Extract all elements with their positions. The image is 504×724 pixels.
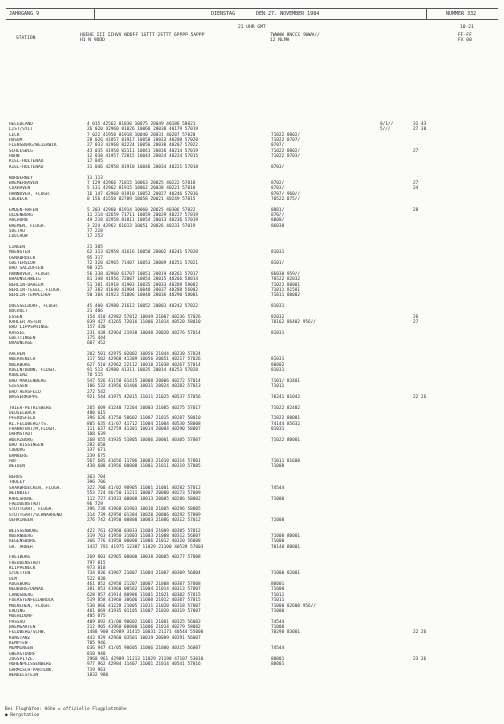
cloud-group: 71022 8802/ xyxy=(271,148,301,154)
station-name: DARMSTADT xyxy=(9,432,33,438)
station-name: BERLIN-TEGEL, FLUGH. xyxy=(9,287,62,293)
cloud-group: 7101/ 83401 xyxy=(271,378,301,384)
station-name: BREMEN, FLUGH. xyxy=(9,223,47,229)
station-name: HOHENPEISSENBERG xyxy=(9,662,52,668)
station-name: GUETERSLOH xyxy=(9,261,36,267)
observation-group: 112 727 41933 00000 10013 20005 40286 58002 xyxy=(87,496,201,502)
cloud-group: 71011 81501 xyxy=(271,287,301,293)
observation-group: 56 338 42960 61707 10051 20019 40261 57017 xyxy=(87,271,199,277)
observation-group: 111 637 42759 41301 10014 20004 40290 58007 xyxy=(87,426,201,432)
station-name: BERLIN-TEMPELHOF xyxy=(9,293,52,299)
observation-group: 70 515 xyxy=(87,373,103,379)
observation-group: 422 761 42960 03033 11004 21009 40305 57012 xyxy=(87,528,201,534)
cloud-group: 71022 8802/ xyxy=(271,132,301,138)
cloud-group: 71000 xyxy=(271,587,285,593)
observation-group: 405 875 xyxy=(87,614,106,620)
observation-group: 1488 908 42989 31415 10031 21171 40544 55000 xyxy=(87,630,204,636)
group2-column-subheader: 12 NLMH xyxy=(270,38,290,43)
cloud-group: 74544 xyxy=(271,646,285,652)
observation-group: 719 963 xyxy=(87,667,106,673)
observation-group: 51 381 41918 41903 10035 20033 40289 58002 xyxy=(87,282,199,288)
cloud-group: 71000 xyxy=(271,624,285,630)
station-name: OLDENBURG xyxy=(9,212,33,218)
observation-group: 553 724 46/50 11211 10007 20000 40273 57009 xyxy=(87,491,201,497)
station-name: ERDING xyxy=(9,608,25,614)
observation-group: 8 156 41550 82709 10058 20021 40249 57015 xyxy=(87,196,196,202)
observation-group: 567 685 41656 11706 10003 21010 40314 57001 xyxy=(87,459,201,465)
wind-gust: 24 xyxy=(413,186,419,192)
station-name: BAD KISSINGEN xyxy=(9,443,44,448)
observation-group: 27 033 42960 82224 10056 20030 40207 57022 xyxy=(87,143,199,149)
cloud-group: 71011 80002 xyxy=(271,293,301,299)
observation-group: 314 739 42950 01304 10020 20006 40292 57009 xyxy=(87,512,201,518)
station-name: WUERZBURG xyxy=(9,437,33,443)
station-name: BERUS xyxy=(9,475,23,481)
cloud-group: 70522 875// xyxy=(271,196,301,202)
observation-group: 381 853 41960 00502 11004 21014 40313 57007 xyxy=(87,587,201,593)
observation-group: 117 502 42968 41309 10056 20051 40217 57026 xyxy=(87,357,201,363)
cloud-group: 870// xyxy=(271,212,285,218)
observation-group: 461 869 41935 01105 11007 21020 40319 57007 xyxy=(87,608,201,614)
cloud-group: 80001 xyxy=(271,657,285,662)
weather-code: 8/1// xyxy=(380,122,394,127)
cloud-group: 71011 xyxy=(271,384,285,390)
observation-group: 839 427 41265 72016 11006 21014 40520 58010 xyxy=(87,319,201,325)
cloud-group: 71000 xyxy=(271,464,285,470)
station-name: LANDSBERG xyxy=(9,592,33,598)
station-name: COBURG xyxy=(9,448,25,454)
observation-group: 438 688 41956 00000 11001 21011 40319 57005 xyxy=(87,464,201,470)
observation-group: 31 046 42958 81910 10046 20034 40221 57018 xyxy=(87,164,199,170)
cloud-group: 81031 xyxy=(271,357,285,363)
observation-group: 7 022 41950 81918 10040 20031 40207 57020 xyxy=(87,132,196,138)
station-name: AACHEN xyxy=(9,352,25,358)
station-name: BOCHOLT xyxy=(9,309,28,315)
station-name: LUECHOW xyxy=(9,234,28,240)
issue-number: NUMMER 332 xyxy=(446,11,477,17)
station-name: STOETTEN xyxy=(9,571,31,577)
station-name: HOHN xyxy=(9,154,20,160)
station-name: AUGSBURG xyxy=(9,582,31,588)
station-name: SCHLESWIG xyxy=(9,148,33,154)
station-name: HELGOLAND xyxy=(9,122,33,127)
cloud-group: 81031 xyxy=(271,303,285,309)
observation-group: 96 729 xyxy=(87,501,103,507)
station-name: WEINBIET xyxy=(9,491,31,497)
cloud-group: 70140 80001 xyxy=(271,544,301,550)
observation-group: 805 635 41/07 41712 11004 21004 40530 58008 xyxy=(87,421,201,427)
cloud-group: 71000 xyxy=(271,496,285,502)
observation-group: 396 626 41750 50602 11007 21015 40287 58010 xyxy=(87,416,201,422)
station-name: REGENSBURG xyxy=(9,539,36,545)
station-name: STUTTGART, FLUGH. xyxy=(9,507,54,513)
station-name: OSNABRUECK xyxy=(9,255,36,261)
station-name: LUEBECK xyxy=(9,196,28,202)
observation-group: 186 532 41956 01406 10031 20024 40282 57013 xyxy=(87,384,201,390)
observation-group: 337 671 xyxy=(87,448,106,454)
observation-group: 1437 791 41975 12307 11029 21100 40539 57003 xyxy=(87,544,204,550)
station-name: MUEHLDORF xyxy=(9,614,33,620)
observation-group: 366 776 41950 00000 11006 21012 40320 56008 xyxy=(87,539,201,545)
report-header xyxy=(6,8,498,20)
station-name: TRIER-PETRISBERG xyxy=(9,405,52,411)
station-name: PFERDSFELD xyxy=(9,416,36,422)
observation-group: 26 020 42960 81826 10066 20038 40179 57019 xyxy=(87,127,199,133)
station-name: FREIBURG xyxy=(9,555,31,561)
observation-group: 43 035 41950 82111 10041 20036 40214 57019 xyxy=(87,148,199,154)
cloud-group: 8707/ 960// xyxy=(271,191,301,197)
cloud-group: 86030 959// xyxy=(271,271,301,277)
station-name: FRANKFURT/M,FLUGH. xyxy=(9,426,57,432)
cloud-group: 70522 82032 xyxy=(271,277,301,283)
station-name: KARLSRUHE xyxy=(9,496,33,502)
wind-gust: 22 26 xyxy=(413,394,427,400)
observation-group: 480 615 xyxy=(87,410,106,416)
cloud-group: 8703/ xyxy=(271,164,285,170)
station-name: HUSUM xyxy=(9,138,23,144)
station-name: OEHRINGEN xyxy=(9,517,33,523)
observation-group: 5 203 42960 81914 10060 20025 40306 57022 xyxy=(87,207,196,213)
observation-group: 28 026 41857 81917 10058 20033 40208 57020 xyxy=(87,138,199,144)
cloud-group: 8000/ xyxy=(271,218,285,224)
cloud-group: 71022 8703/ xyxy=(271,154,301,160)
observation-group: 530 866 41228 21005 11011 21020 40318 57007 xyxy=(87,603,201,609)
station-name: BAMBERG xyxy=(9,453,28,459)
cloud-group: 81031 xyxy=(271,426,285,432)
station-name: WENDELSTEIN xyxy=(9,673,39,679)
cloud-group: 71000 xyxy=(271,517,285,523)
cloud-group: 71022 82402 xyxy=(271,405,301,411)
observation-group: 977 962 42984 11407 11001 21014 40541 57016 xyxy=(87,662,201,668)
wind-gust: 27 xyxy=(413,148,419,154)
station-name: GIESSEN xyxy=(9,384,28,390)
cloud-group: 71011 81600 xyxy=(271,459,301,465)
station-name: DUESSELDORF, FLUGH. xyxy=(9,303,60,309)
station-name: WASSERKUPPE xyxy=(9,394,39,400)
observation-group: 7 129 42966 71815 10063 20025 40222 57018 xyxy=(87,180,196,186)
cloud-group: 71022 80001 xyxy=(271,416,301,422)
observation-group: 49 218 42958 81811 10054 20013 40236 57019 xyxy=(87,218,199,224)
observation-group: 11 214 42659 71711 10059 20029 40227 57019 xyxy=(87,212,199,218)
observation-group: 636 947 41/05 90605 11006 21000 40315 56007 xyxy=(87,646,201,652)
station-name: HANNOVER, FLUGH. xyxy=(9,191,52,197)
station-name: HOF xyxy=(9,459,17,465)
wind-gust: 22 26 xyxy=(413,630,427,636)
group3-column-subheader: FX 00 xyxy=(458,38,472,43)
station-name: GARMISCH-PARTENK. xyxy=(9,667,54,673)
station-name: KOBLENZ xyxy=(9,373,28,379)
observation-group: 21 406 xyxy=(87,309,103,315)
station-name: LECK xyxy=(9,132,20,138)
observation-group: 3 224 42962 61613 10051 20026 40233 57019 xyxy=(87,223,196,229)
observation-group: 62 313 42958 41616 10050 20002 40241 57020 xyxy=(87,250,199,256)
observation-group: 272 542 xyxy=(87,389,106,395)
station-name: EMDEN-HAFEN xyxy=(9,207,39,213)
station-name: FUERSTENFELDBRUCK xyxy=(9,598,54,604)
station-name: HANNOVER, FLUGH. xyxy=(9,271,52,277)
station-name: NEUBURG/DONAU xyxy=(9,587,44,593)
observation-group: 4 015 42562 81830 10075 20049 40186 58021 xyxy=(87,122,196,127)
wind-gust: 27 xyxy=(413,319,419,325)
station-name: KIEL-HOLTENAU xyxy=(9,159,44,165)
station-name: KASSEL xyxy=(9,330,25,336)
wind-gust: 27 38 xyxy=(413,127,427,133)
station-name: NUERNBERG xyxy=(9,533,33,539)
observation-group: 363 704 xyxy=(87,475,106,481)
station-name: WEISSENBURG xyxy=(9,528,39,534)
observation-group: 239 675 xyxy=(87,453,106,459)
cloud-group: 8703/ xyxy=(271,186,285,192)
cloud-group: 71022 8707/ xyxy=(271,138,301,144)
observation-time: 21 UHR GMT xyxy=(238,25,266,30)
station-name: CUXHAVEN xyxy=(9,186,31,192)
observation-group: 202 501 42975 02002 10056 21044 40230 57024 xyxy=(87,352,201,358)
observation-group: 734 836 41967 21007 11004 21007 40309 56004 xyxy=(87,571,201,577)
observation-group: 5 131 42962 81915 10062 20038 40221 57018 xyxy=(87,186,196,192)
station-name: BAD LIPPSPRINGE xyxy=(9,325,49,331)
wind-gust: 27 xyxy=(413,180,419,186)
cloud-group: 71000 xyxy=(271,539,285,545)
cloud-group: 8801/ xyxy=(271,207,285,213)
station-name: BERLIN-DAHLEM xyxy=(9,282,44,288)
wind-gust: 26 xyxy=(413,314,419,320)
weekday-label: DIENSTAG xyxy=(211,11,236,17)
observation-group: 108 639 xyxy=(87,432,106,438)
station-name: MUENCHEN, FLUGH. xyxy=(9,603,52,609)
wind-gust: 31 43 xyxy=(413,122,427,127)
observation-group: 91 513 42980 41311 10035 20014 40253 57028 xyxy=(87,368,199,374)
observation-group: 45 400 42980 21612 10052 20003 40242 57022 xyxy=(87,303,199,309)
cloud-group: 86030 xyxy=(271,223,285,229)
station-name: NUERBURG xyxy=(9,362,31,368)
station-name: BAD SALZUFLEN xyxy=(9,266,44,272)
observation-group: 11 113 xyxy=(87,175,103,181)
station-name: BAD HERSFELD xyxy=(9,389,41,395)
group1-column-header: HOEHE III IIHVV NDDFF 1STTT 2STTT 6PPPP 5APPP xyxy=(80,33,205,38)
observation-group: 409 892 41/00 90602 11001 21001 40325 56003 xyxy=(87,619,201,625)
group1-column-subheader: H1 N 9DDD xyxy=(80,38,105,43)
station-name: KIEL-HOLTENAU xyxy=(9,164,44,170)
footnote-airports: Bei Flughäfen: Höhe = offizielle Flugplatzhöhe xyxy=(5,707,127,712)
observation-group: 607 452 xyxy=(87,341,106,347)
observation-group: 322 708 41/02 90905 11001 21001 40282 57012 xyxy=(87,485,201,491)
cloud-group: 71000 82600 956// xyxy=(271,603,316,609)
cloud-group: 81031 xyxy=(271,368,285,374)
station-name: FELDBERG/SCHW. xyxy=(9,630,47,636)
station-name: SAARBRUECKEN, FLUGH. xyxy=(9,485,62,491)
group2-column-header: 7WWWW 8NCCC 9WWV// xyxy=(270,33,320,38)
station-name: FLENSBURG/WEIERWIK xyxy=(9,143,57,149)
observation-group: 265 609 41240 72204 10003 21005 40275 57017 xyxy=(87,405,201,411)
observation-group: 17 253 xyxy=(87,234,103,240)
observation-group: 522 838 xyxy=(87,576,106,582)
station-name: KEMPTEN xyxy=(9,640,28,646)
issue-label: JAHRGANG 9 xyxy=(9,11,40,17)
station-name: KOELN/BONN, FLUGH. xyxy=(9,368,57,374)
station-name: KAHLER ASTEN xyxy=(9,319,41,325)
observation-group: 72 320 42965 71407 10053 20009 40251 57021 xyxy=(87,261,199,267)
station-name: DEUSELBACH xyxy=(9,410,36,416)
observation-group: 282 658 xyxy=(87,443,106,448)
time-range: 18-21 xyxy=(460,25,474,30)
station-name: MUENSTER xyxy=(9,250,31,256)
cloud-group: 71011 xyxy=(271,598,285,604)
station-name: PASSAU xyxy=(9,619,25,625)
observation-group: 16 147 42968 81910 10052 20027 40246 57016 xyxy=(87,191,199,197)
observation-group: 276 742 41950 00800 10003 21006 40312 57012 xyxy=(87,517,201,523)
station-column-header: STATION xyxy=(16,36,36,41)
station-name: OBERSTDORF xyxy=(9,651,36,657)
cloud-group: 80001 xyxy=(271,582,285,588)
wind-gust: 28 xyxy=(413,207,419,213)
observation-group: 1832 980 xyxy=(87,673,109,679)
observation-group: 21 305 xyxy=(87,245,103,251)
cloud-group: 70241 81042 xyxy=(271,394,301,400)
cloud-group: 70290 83001 xyxy=(271,630,301,636)
station-name: MEMMINGEN xyxy=(9,646,33,652)
cloud-group: 8702/ xyxy=(271,180,285,186)
observation-group: 268 655 41935 51805 10006 20001 40305 57007 xyxy=(87,437,201,443)
observation-group: 157 430 xyxy=(87,325,106,331)
observation-group: 17 045 xyxy=(87,159,103,165)
observation-group: 95 317 xyxy=(87,255,103,261)
station-name: ESSEN xyxy=(9,314,23,320)
observation-group: 98 325 xyxy=(87,266,103,272)
station-name: GR. ARBER xyxy=(9,544,33,550)
station-name: LIST/SYLT xyxy=(9,127,33,133)
date-label: DEN 27. NOVEMBER 1984 xyxy=(256,11,320,17)
observation-group: 37 382 41640 41904 10048 20037 40288 56002 xyxy=(87,287,199,293)
station-name: WEIDEN xyxy=(9,464,25,470)
observation-group: 81 348 41956 72007 10054 20015 40266 58014 xyxy=(87,277,199,283)
group3-column-header: FF-FF xyxy=(458,33,472,38)
cloud-group: 71000 xyxy=(271,608,285,614)
observation-group: 921 544 41975 42015 11011 21025 40537 57056 xyxy=(87,394,201,400)
header-divider xyxy=(94,9,95,19)
station-name: THOLEY xyxy=(9,480,25,486)
station-name: ZUGSPITZE xyxy=(9,657,33,662)
cloud-group: 71000 80001 xyxy=(271,533,301,539)
station-name: BREMERHAVEN xyxy=(9,180,39,186)
observation-group: 810 948 xyxy=(87,651,106,657)
station-name: NOERVENICH xyxy=(9,357,36,363)
observation-group: 77 228 xyxy=(87,229,103,234)
cloud-group: 8707/ xyxy=(271,143,285,149)
cloud-group: 80001 xyxy=(271,662,285,668)
station-name: KLIPPENECK xyxy=(9,566,36,572)
observation-group: 231 438 42964 21938 10048 20020 40276 57014 xyxy=(87,330,201,336)
station-name: BRAUNSCHWEIG xyxy=(9,277,41,283)
observation-group: 12 038 41957 72015 10043 20024 40224 57015 xyxy=(87,154,199,160)
observation-group: 396 706 xyxy=(87,480,106,486)
cloud-group: 71011 xyxy=(271,592,285,598)
cloud-group: 71000 82001 xyxy=(271,571,301,577)
station-name: KONSTANZ xyxy=(9,635,31,641)
observation-group: 627 510 42962 22112 10010 21038 40267 57014 xyxy=(87,362,201,368)
observation-group: 797 815 xyxy=(87,560,106,566)
cloud-group: 71022 80001 xyxy=(271,437,301,443)
wind-gust: 23 26 xyxy=(413,657,427,662)
cloud-group: 74544 xyxy=(271,619,285,625)
cloud-group: 70162 86402 956// xyxy=(271,319,316,325)
station-name: BAD MARIENBERG xyxy=(9,378,47,384)
station-name: NORDERNEY xyxy=(9,175,33,181)
observation-group: 319 763 41950 31003 11003 21008 40312 56007 xyxy=(87,533,201,539)
observation-group: 154 410 42982 57812 10049 21007 40236 57026 xyxy=(87,314,201,320)
observation-group: 2960 961 42989 11213 11029 21198 47107 53010 xyxy=(87,657,204,662)
observation-group: 175 444 xyxy=(87,336,106,341)
station-name: GOETTINGEN xyxy=(9,336,36,341)
weather-code: 5/// xyxy=(380,127,391,133)
observation-group: 443 929 42960 03501 10019 20009 40291 56007 xyxy=(87,635,201,641)
cloud-group: 8101/ xyxy=(271,261,285,267)
cloud-group: 74544 xyxy=(271,485,285,491)
observation-group: 396 738 41960 01903 10010 21005 40296 58005 xyxy=(87,507,201,513)
observation-group: 973 818 xyxy=(87,566,106,572)
cloud-group: 74144 85632 xyxy=(271,421,301,427)
cloud-group: 82032 xyxy=(271,314,285,320)
observation-group: 547 526 41150 61415 10008 20006 40272 57014 xyxy=(87,378,201,384)
cloud-group: 80002 xyxy=(271,362,285,368)
cloud-group: 71022 80001 xyxy=(271,282,301,288)
station-name: SOLTAU xyxy=(9,229,25,234)
observation-group: 269 803 42965 00000 10038 20005 40277 57008 xyxy=(87,555,201,561)
header-divider xyxy=(426,9,427,19)
station-name: FREUDENSTADT xyxy=(9,560,41,566)
observation-group: 705 946 xyxy=(87,640,106,646)
observation-group: 50 384 41923 51806 10040 20036 40290 58001 xyxy=(87,293,199,299)
station-name: LINGEN xyxy=(9,245,25,251)
station-name: BRAUNLAGE xyxy=(9,341,33,347)
station-name: FREUDENSTADT xyxy=(9,501,41,507)
observation-group: 628 857 41914 80906 11001 21021 40302 57015 xyxy=(87,592,201,598)
station-name: KL.FELDBERG/TS. xyxy=(9,421,49,427)
station-name: AHLHORN xyxy=(9,218,28,224)
cloud-group: 81031 xyxy=(271,250,285,256)
observation-group: 212 905 41960 00000 11006 21014 40279 58002 xyxy=(87,624,201,630)
footnote-mountain-station: ● Bergstation xyxy=(5,713,40,718)
station-name: STUTTGART/SCHNARRENB xyxy=(9,512,62,518)
cloud-group: 81031 xyxy=(271,330,285,336)
observation-group: 519 858 41960 30606 11000 21012 40307 57015 xyxy=(87,598,201,604)
station-name: ULM xyxy=(9,576,17,582)
station-name: BREMGARTEN xyxy=(9,624,36,630)
observation-group: 461 852 42958 21207 10007 21008 40307 57008 xyxy=(87,582,201,588)
